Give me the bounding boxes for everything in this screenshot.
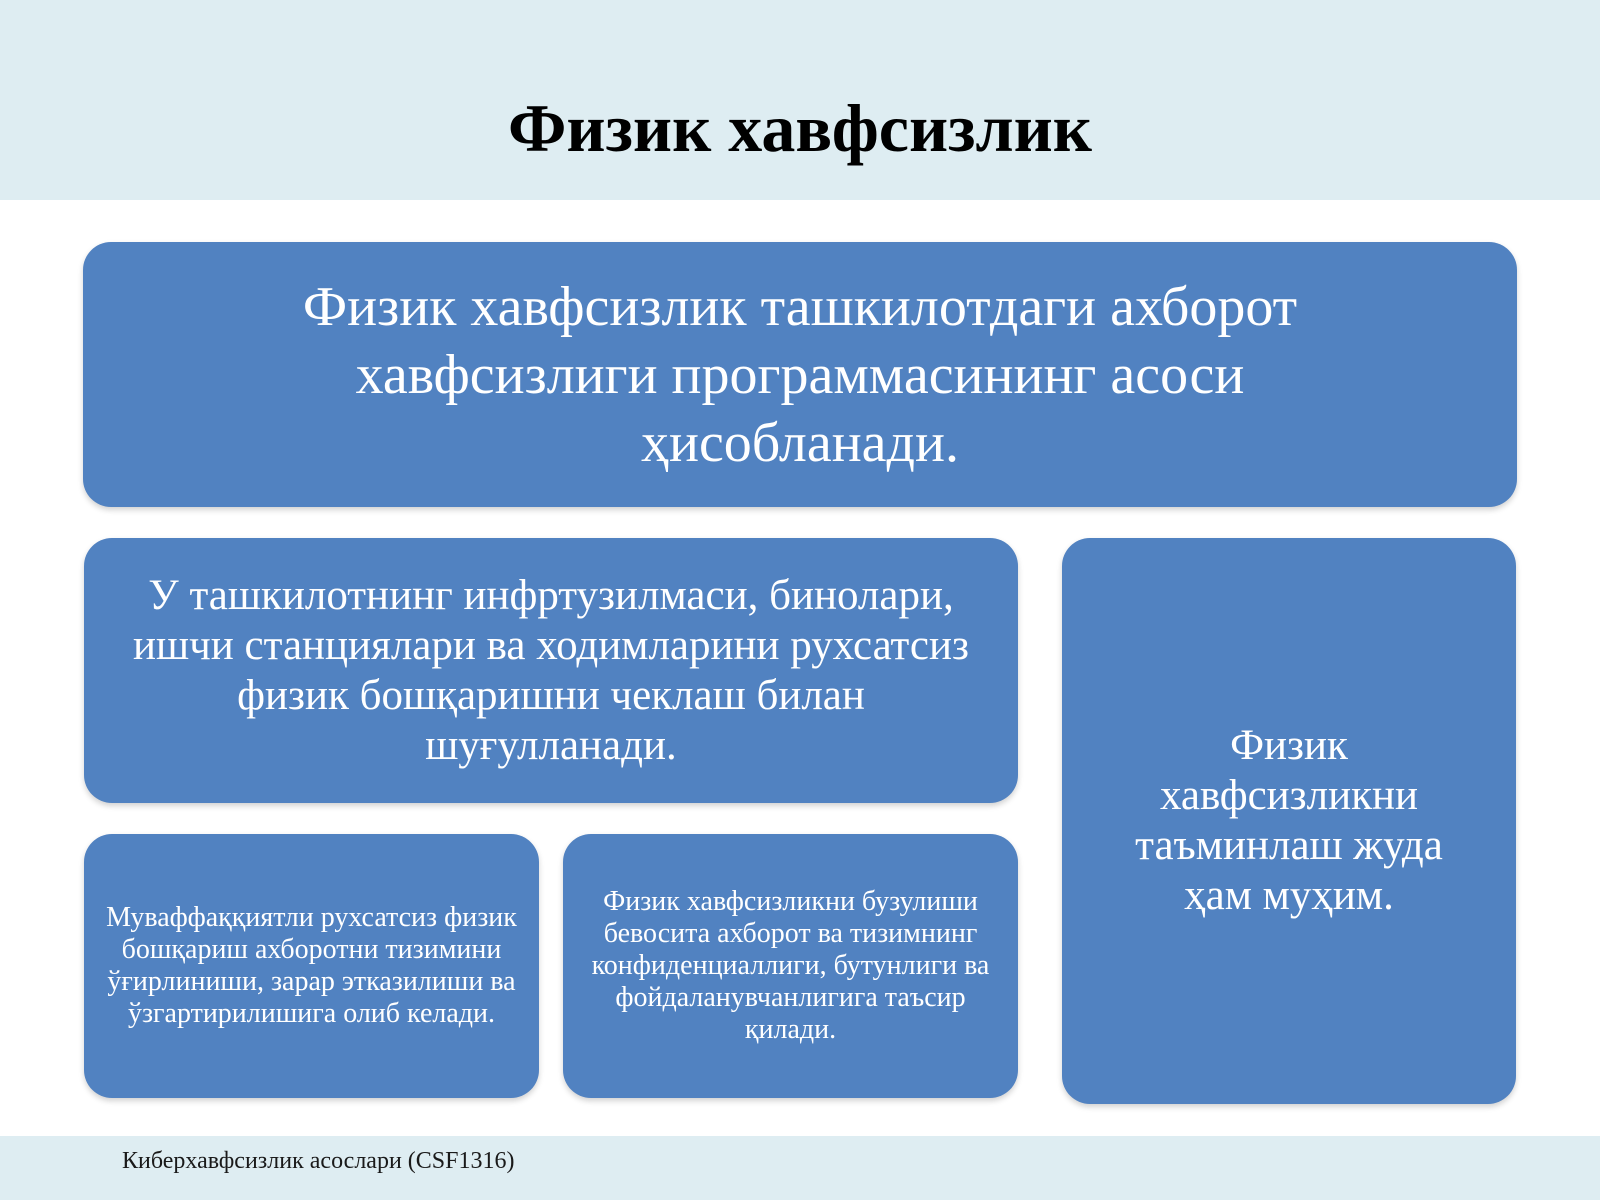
box-impact <box>563 834 1018 1098</box>
box-consequences-text: Муваффаққиятли рухсатсиз физик бошқариш ахборотни тизимини ўғирлиниши, зарар этказилиши ва ўзгартирилишига олиб келади. <box>106 902 517 1029</box>
box-scope <box>84 538 1018 803</box>
slide-title: Физик хавфсизлик <box>508 90 1092 166</box>
box-scope-text: У ташкилотнинг инфртузилмаси, бинолари, ишчи станциялари ва ходимларини рухсатсиз физик бошқаришни чеклаш билан шуғулланади. <box>133 571 969 769</box>
box-main-statement <box>83 242 1517 507</box>
footer-course-label: Киберхавфсизлик асослари (CSF1316) <box>122 1148 515 1174</box>
box-importance <box>1062 538 1516 1104</box>
box-importance-text: Физик хавфсизликни таъминлаш жуда ҳам муҳим. <box>1135 722 1443 919</box>
box-impact-text: Физик хавфсизликни бузулиши бевосита ахборот ва тизимнинг конфиденциаллиги, бутунлиги ва фойдаланувчанлигига таъсир қилади. <box>591 886 990 1045</box>
box-consequences <box>84 834 539 1098</box>
box-main-text: Физик хавфсизлик ташкилотдаги ахборот хавфсизлиги программасининг асоси ҳисобланади. <box>302 275 1298 474</box>
